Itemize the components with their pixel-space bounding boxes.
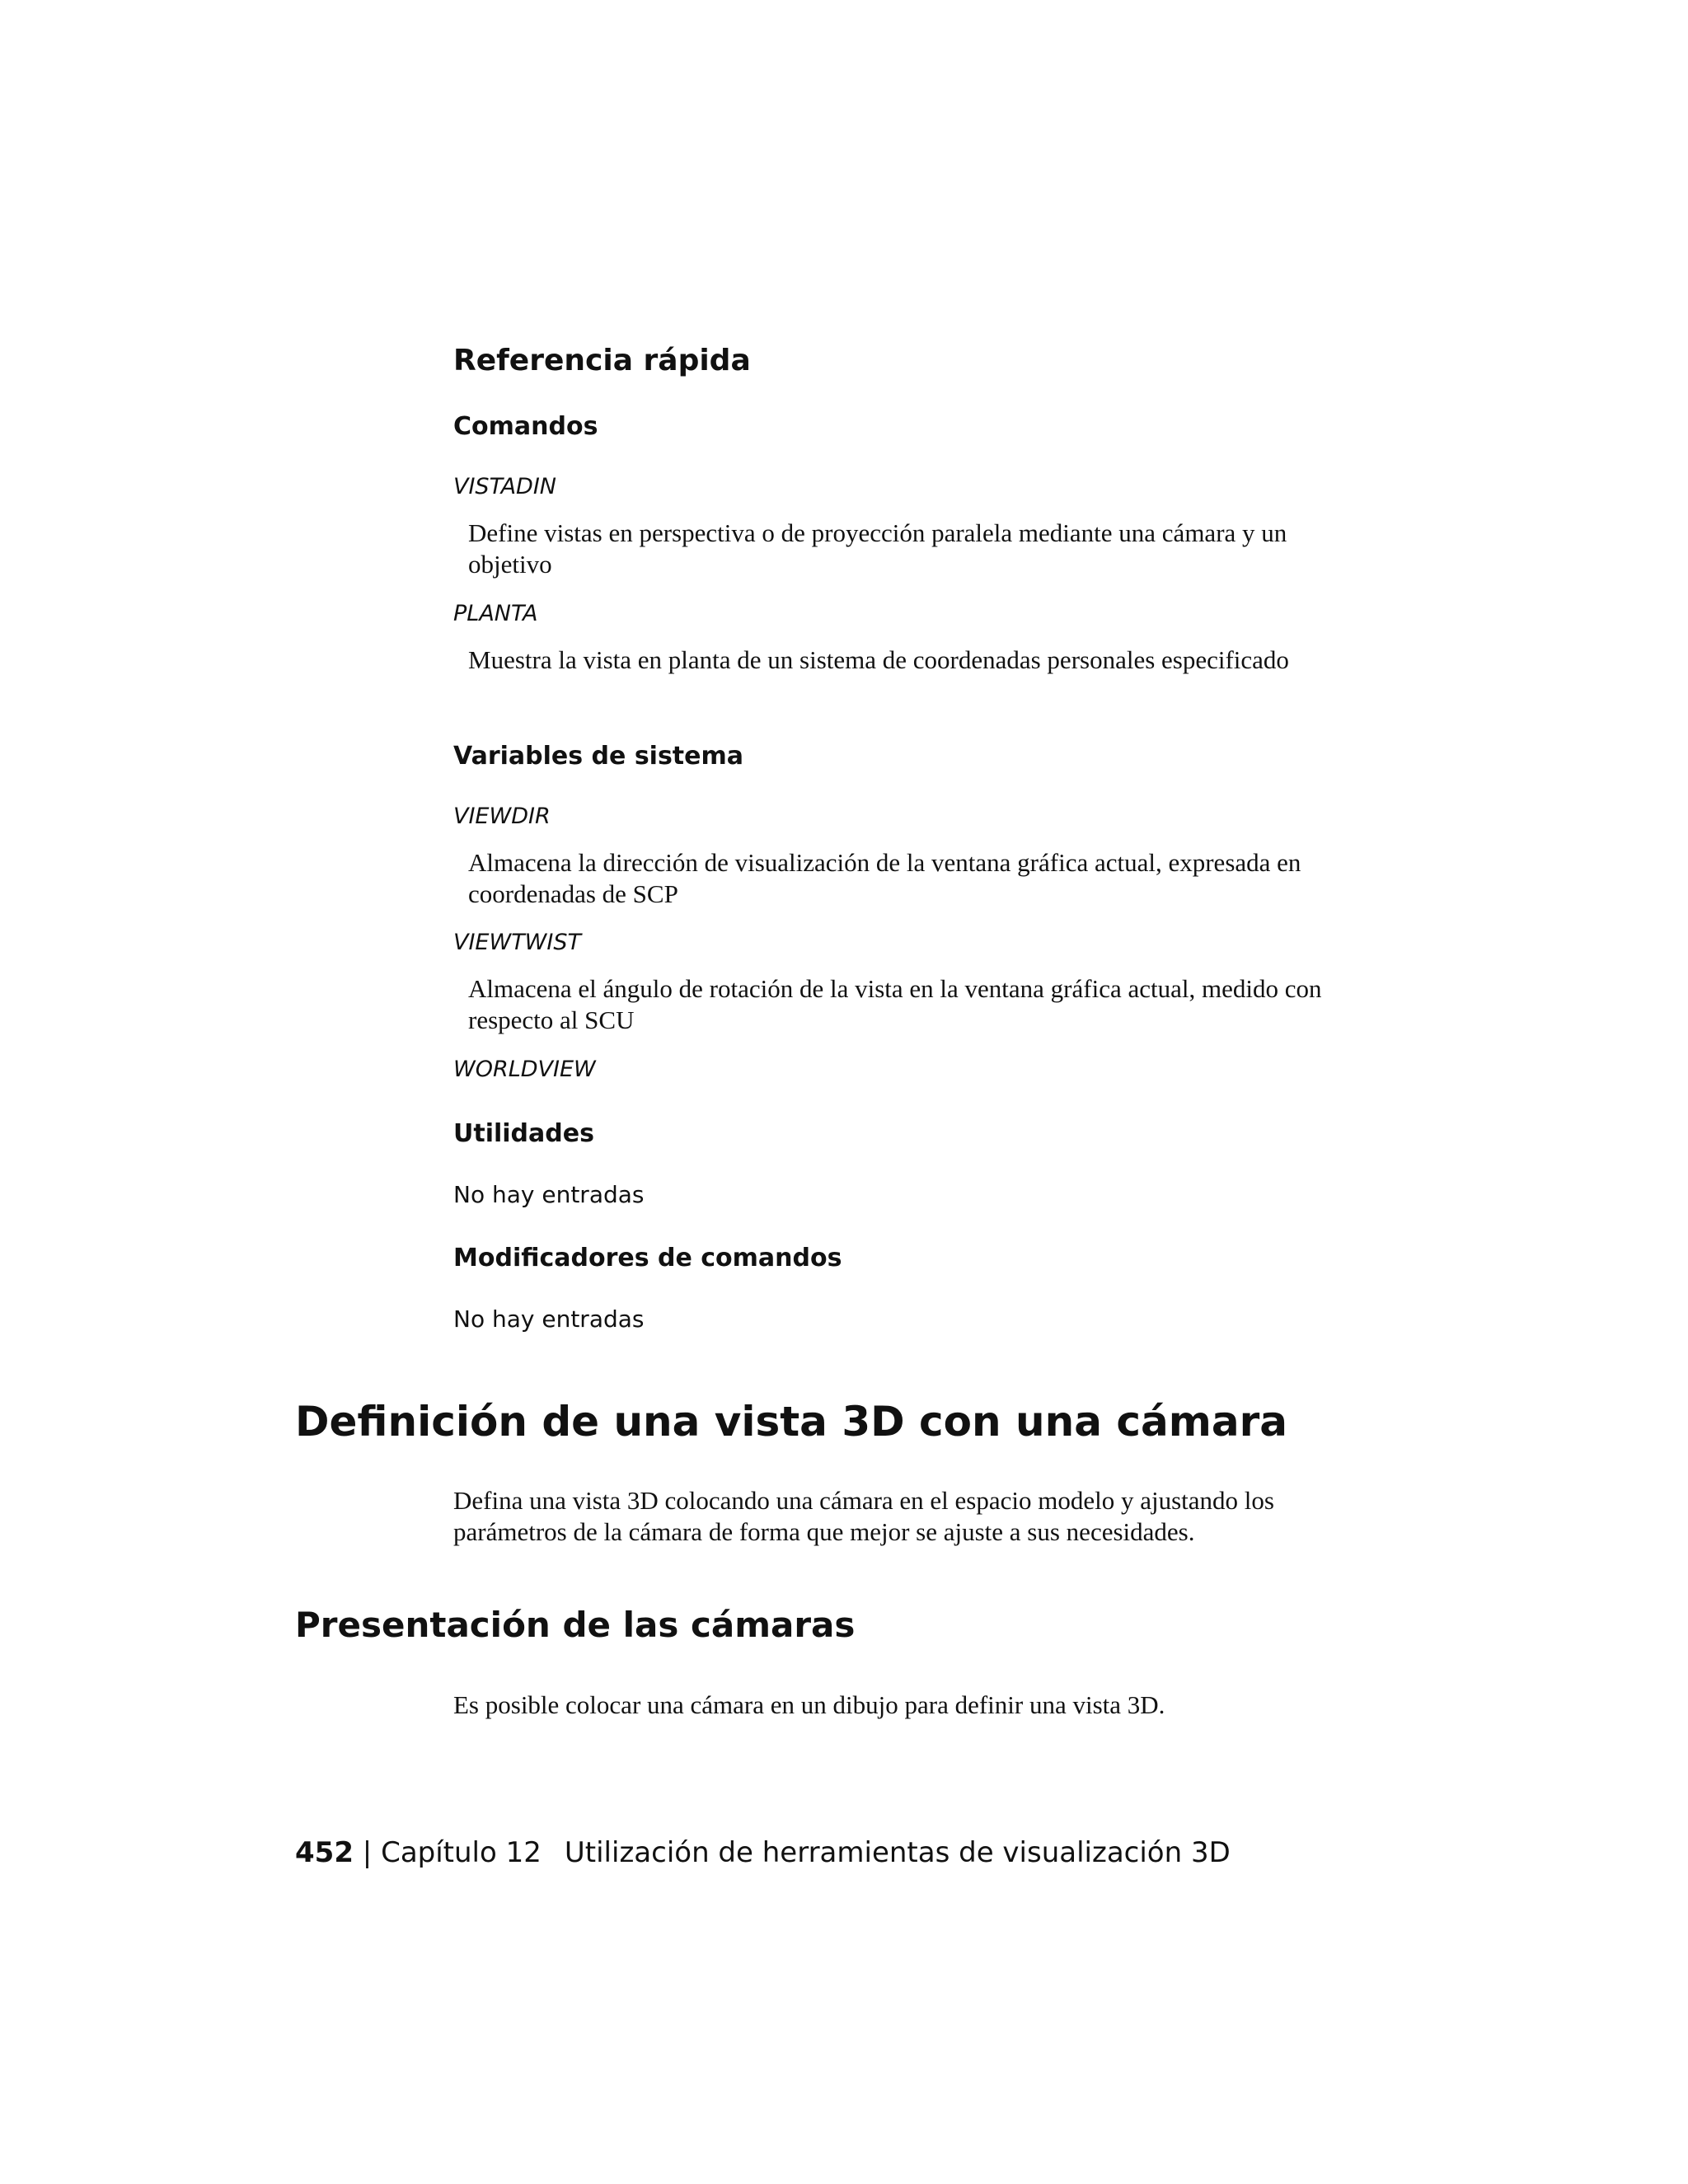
section-camera-title: Definición de una vista 3D con una cámara <box>295 1398 1287 1446</box>
system-variables-heading: Variables de sistema <box>453 742 744 771</box>
footer-separator: | <box>362 1836 373 1869</box>
footer-chapter: Capítulo 12 <box>381 1836 542 1869</box>
command-description-vistadin: Define vistas en perspectiva o de proyección paralela mediante una cámara y un objetivo <box>468 518 1287 579</box>
section-camera-body: Defina una vista 3D colocando una cámara en el espacio modelo y ajustando los parámetros de la cámara de forma que mejor se ajuste a sus necesidades. <box>453 1486 1274 1546</box>
command-term-vistadin: VISTADIN <box>453 474 557 499</box>
variable-term-viewdir: VIEWDIR <box>453 804 551 829</box>
variable-term-viewtwist: VIEWTWIST <box>453 930 581 955</box>
quick-reference-heading: Referencia rápida <box>453 344 751 377</box>
command-description-planta: Muestra la vista en planta de un sistema de coordenadas personales especificado <box>468 645 1289 674</box>
command-modifiers-heading: Modificadores de comandos <box>453 1244 842 1272</box>
variable-term-worldview: WORLDVIEW <box>453 1057 596 1082</box>
variable-description-viewtwist: Almacena el ángulo de rotación de la vista en la ventana gráfica actual, medido con respecto al SCU <box>468 974 1322 1034</box>
utilities-text: No hay entradas <box>453 1181 645 1208</box>
command-term-planta: PLANTA <box>453 601 538 626</box>
commands-heading: Comandos <box>453 412 598 441</box>
utilities-heading: Utilidades <box>453 1119 594 1148</box>
page-number: 452 <box>295 1836 354 1869</box>
footer-chapter-title: Utilización de herramientas de visualización 3D <box>564 1836 1231 1869</box>
section-overview-body: Es posible colocar una cámara en un dibujo para definir una vista 3D. <box>453 1690 1165 1719</box>
command-modifiers-text: No hay entradas <box>453 1305 645 1333</box>
section-overview-title: Presentación de las cámaras <box>295 1605 856 1645</box>
variable-description-viewdir: Almacena la dirección de visualización de la ventana gráfica actual, expresada en coordenadas de SCP <box>468 848 1301 908</box>
page-footer <box>295 1833 1231 1872</box>
